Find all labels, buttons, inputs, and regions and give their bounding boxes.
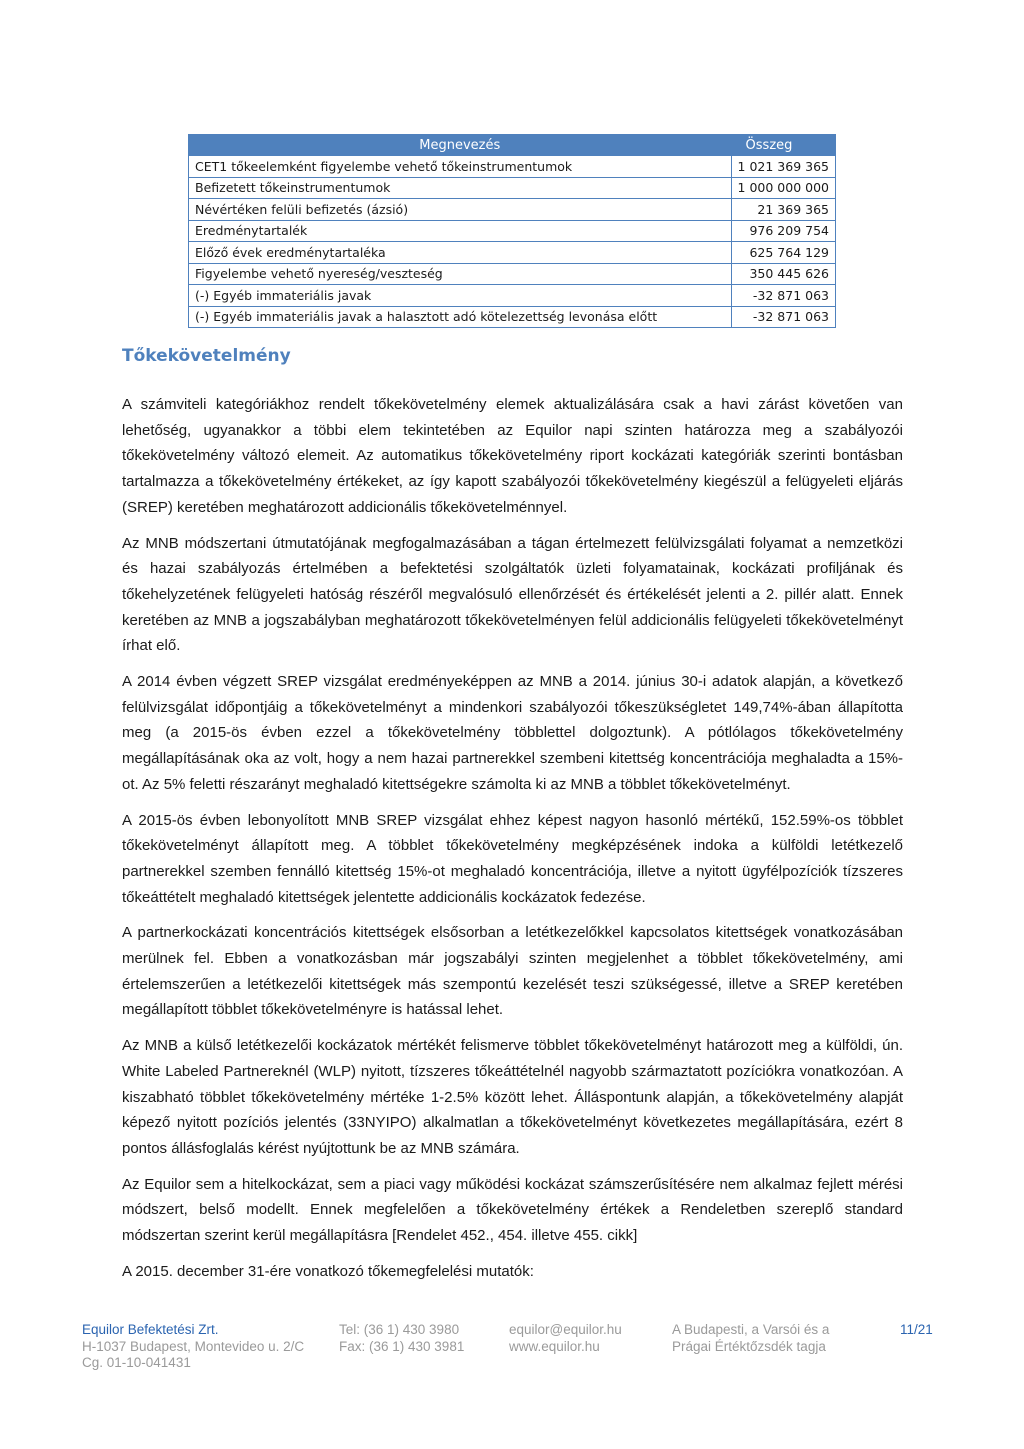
footer-web[interactable]: www.equilor.hu (509, 1338, 600, 1354)
footer-membership-block (672, 1322, 829, 1355)
row-label: CET1 tőkeelemként figyelembe vehető tőkeinstrumentumok (189, 156, 732, 178)
footer-address: H-1037 Budapest, Montevideo u. 2/C (82, 1338, 305, 1354)
footer-company-name: Equilor Befektetési Zrt. (82, 1322, 219, 1337)
footer-email[interactable]: equilor@equilor.hu (509, 1322, 622, 1337)
row-label: Előző évek eredménytartaléka (189, 242, 732, 264)
table-row (189, 263, 836, 285)
row-amount: 625 764 129 (731, 242, 835, 264)
paragraph: Az Equilor sem a hitelkockázat, sem a piaci vagy működési kockázat számszerűsítésére nem alkalmaz fejlett mérési módszert, belső modellt. Ennek megfelelően a tőkekövetelmény értékek a Rendeletben szereplő standard módszertan szerint kerül megállapításra [Rendelet 452., 454. illetve 455. cikk] (122, 1175, 903, 1245)
page-number: 11/21 (900, 1322, 933, 1337)
footer-phone-block (339, 1322, 464, 1355)
row-label: Névértéken felüli befizetés (ázsió) (189, 199, 732, 221)
paragraph: A 2015-ös évben lebonyolított MNB SREP vizsgálat ehhez képest nagyon hasonló mértékű, 152.59%-os többlet tőkekövetelményt állapított meg. A többlet tőkekövetelmény megképzésének indoka a külföldi letétkezelő partnerekkel szemben fennálló kitettség 15%-ot meghaladó koncentrációja, illetve a nyitott ügyfélpozíciók tízszeres tőkeáttételt meghaladó kitettségek jelentette addicionális kockázatok fedezése. (122, 811, 903, 906)
row-amount: 1 000 000 000 (731, 177, 835, 199)
table-row (189, 242, 836, 264)
row-amount: -32 871 063 (731, 285, 835, 307)
row-amount: 350 445 626 (731, 263, 835, 285)
footer-member-line1: A Budapesti, a Varsói és a (672, 1322, 830, 1337)
footer-tel: Tel: (36 1) 430 3980 (339, 1322, 460, 1337)
paragraph: Az MNB a külső letétkezelői kockázatok mértékét felismerve többlet tőkekövetelményt határozott meg a külföldi, ún. White Labeled Partnereknél (WLP) nyitott, tízszeres tőkeáttételnél nagyobb származtatott pozíciókra vonatkozóan. A kiszabható többlet tőkekövetelmény mértéke 1-2.5% között lehet. Álláspontunk alapján, a tőkekövetelmény alapját képező nyitott pozíciós jelentés (33NYIPO) alkalmatlan a tőkekövetelményt következetes megállapítására, ezért 8 pontos állásfoglalás kérést nyújtottunk be az MNB számára. (122, 1037, 903, 1157)
footer-contact-block (509, 1322, 622, 1355)
footer-registry: Cg. 01-10-041431 (82, 1355, 191, 1370)
row-label: Eredménytartalék (189, 220, 732, 242)
paragraph: A számviteli kategóriákhoz rendelt tőkekövetelmény elemek aktualizálására csak a havi zárást követően van lehetőség, ugyanakkor a többi elem tekintetében az Equilor napi szinten határozza meg a szabályozói tőkekövetelmény változó elemeit. Az automatikus tőkekövetelmény riport kockázati kategóriák szerinti bontásban tartalmazza a tőkekövetelmény értékeket, az így kapott szabályozói tőkekövetelmény kiegészül a felügyeleti eljárás (SREP) keretében meghatározott addicionális tőkekövetelménnyel. (122, 396, 903, 516)
row-label: (-) Egyéb immateriális javak a halasztott adó kötelezettség levonása előtt (189, 306, 732, 328)
section-heading: Tőkekövetelmény (122, 346, 291, 366)
table-header-row (189, 135, 836, 156)
table-row (189, 177, 836, 199)
paragraph: A partnerkockázati koncentrációs kitettségek elsősorban a letétkezelőkkel kapcsolatos kitettségek vonatkozásában merülnek fel. Ebben a vonatkozásban már jogszabályi szinten megjelenhet a többlet tőkekövetelmény, ami értelemszerűen a letétkezelői kitettségek más szempontú kezelését teszi szükségessé, illetve a SREP keretében megállapított többlet tőkekövetelményre is hatással lehet. (122, 924, 903, 1019)
row-label: Befizetett tőkeinstrumentumok (189, 177, 732, 199)
paragraph: A 2014 évben végzett SREP vizsgálat eredményeképpen az MNB a 2014. június 30-i adatok alapján, a következő felülvizsgálat időpontjáig a tőkekövetelményt a mindenkori szabályozói tőkeszükségletet 149,74%-ában állapította meg (a 2015-ös évben ezzel a tőkekövetelmény többlettel dolgoztunk). A pótlólagos tőkekövetelmény megállapításának oka az volt, hogy a nem hazai partnerekkel szembeni kitettség koncentrációja meghaladta a 15%-ot. Az 5% feletti részarányt meghaladó kitettségekre számolta ki az MNB a többlet tőkekövetelményt. (122, 673, 903, 793)
table-row (189, 220, 836, 242)
paragraph: A 2015. december 31-ére vonatkozó tőkemegfelelési mutatók: (122, 1262, 534, 1280)
paragraph: Az MNB módszertani útmutatójának megfogalmazásában a tágan értelmezett felülvizsgálati folyamat a nemzetközi és hazai szabályozás értelmében a befektetési szolgáltatók üzleti folyamatainak, kockázati profiljának és tőkehelyzetének felügyeleti hatóság részéről megvalósuló ellenőrzését és értékelését jelenti a 2. pillér alatt. Ennek keretében az MNB a jogszabályban meghatározott tőkekövetelményen felül addicionális felügyeleti tőkekövetelményt írhat elő. (122, 534, 903, 655)
body-text (122, 392, 903, 1295)
row-amount: 21 369 365 (731, 199, 835, 221)
column-header-amount: Összeg (731, 135, 835, 156)
table-row (189, 199, 836, 221)
footer-member-line2: Prágai Értéktőzsdék tagja (672, 1338, 826, 1354)
footer-company-block (82, 1322, 304, 1372)
row-label: (-) Egyéb immateriális javak (189, 285, 732, 307)
table-row (189, 306, 836, 328)
row-amount: 1 021 369 365 (731, 156, 835, 178)
table-row (189, 156, 836, 178)
row-amount: 976 209 754 (731, 220, 835, 242)
row-label: Figyelembe vehető nyereség/veszteség (189, 263, 732, 285)
column-header-name: Megnevezés (189, 135, 732, 156)
row-amount: -32 871 063 (731, 306, 835, 328)
table-row (189, 285, 836, 307)
footer-fax: Fax: (36 1) 430 3981 (339, 1338, 465, 1354)
capital-table (188, 134, 836, 328)
